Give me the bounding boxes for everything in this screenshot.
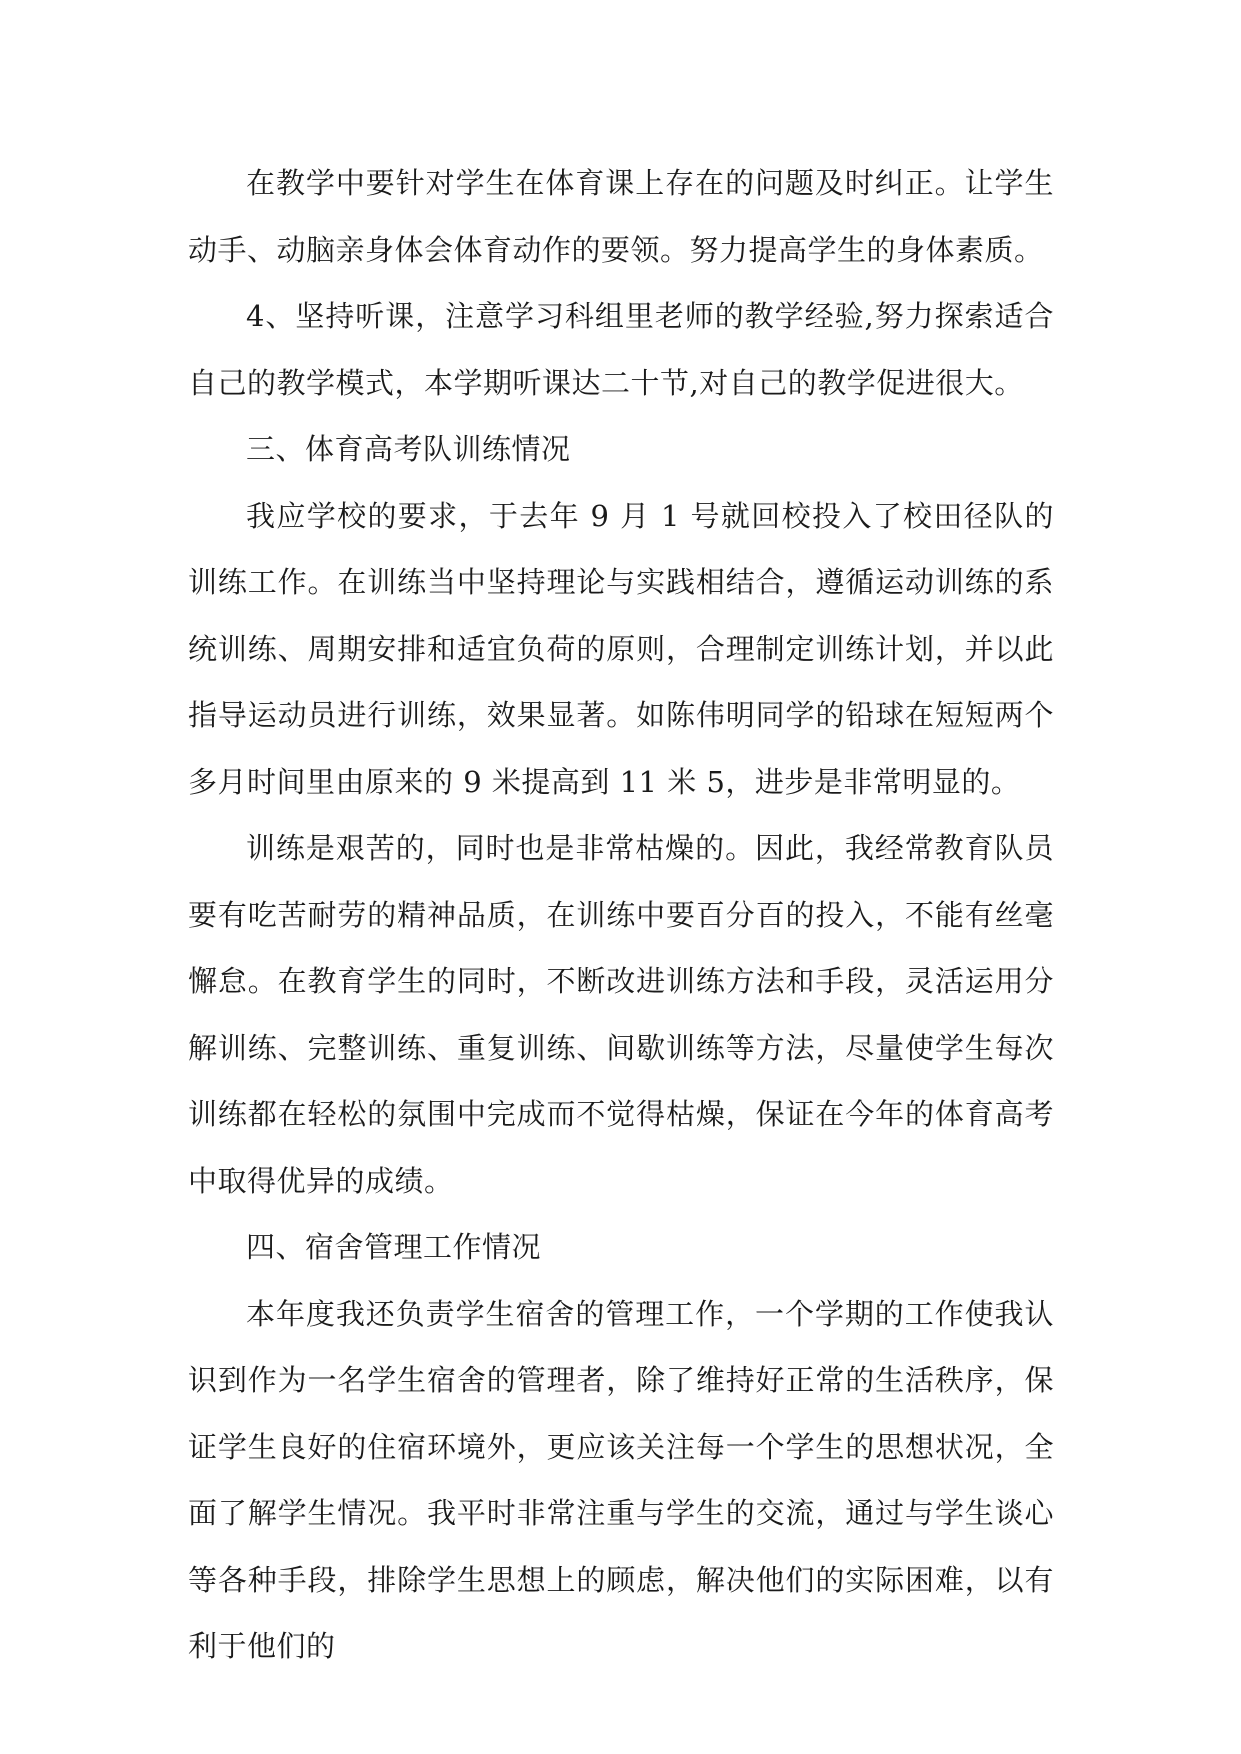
paragraph-training-hardship: 训练是艰苦的，同时也是非常枯燥的。因此，我经常教育队员要有吃苦耐劳的精神品质，在训练中要百分百的投入，不能有丝毫懈怠。在教育学生的同时，不断改进训练方法和手段，灵活运用分解训练、完整训练、重复训练、间歇训练等方法，尽量使学生每次训练都在轻松的氛围中完成而不觉得枯燥，保证在今年的体育高考中取得优异的成绩。	[188, 831, 1054, 1198]
section-heading-dormitory: 四、宿舍管理工作情况	[246, 1230, 542, 1264]
document-page	[188, 150, 1054, 1680]
paragraph-lesson-observation: 4、坚持听课，注意学习科组里老师的教学经验,努力探索适合自己的教学模式，本学期听课达二十节,对自己的教学促进很大。	[188, 299, 1054, 400]
paragraph-track-team-training: 我应学校的要求，于去年 9 月 1 号就回校投入了校田径队的训练工作。在训练当中坚持理论与实践相结合，遵循运动训练的系统训练、周期安排和适宜负荷的原则，合理制定训练计划，并以此指导运动员进行训练，效果显著。如陈伟明同学的铅球在短短两个多月时间里由原来的 9 米提高到 11 米 5，进步是非常明显的。	[188, 498, 1054, 799]
paragraph-dormitory-management: 本年度我还负责学生宿舍的管理工作，一个学期的工作使我认识到作为一名学生宿舍的管理者，除了维持好正常的生活秩序，保证学生良好的住宿环境外，更应该关注每一个学生的思想状况，全面了解学生情况。我平时非常注重与学生的交流，通过与学生谈心等各种手段，排除学生思想上的顾虑，解决他们的实际困难，以有利于他们的	[188, 1296, 1054, 1663]
paragraph-teaching-correction: 在教学中要针对学生在体育课上存在的问题及时纠正。让学生动手、动脑亲身体会体育动作的要领。努力提高学生的身体素质。	[188, 166, 1054, 267]
section-heading-training: 三、体育高考队训练情况	[246, 432, 571, 466]
